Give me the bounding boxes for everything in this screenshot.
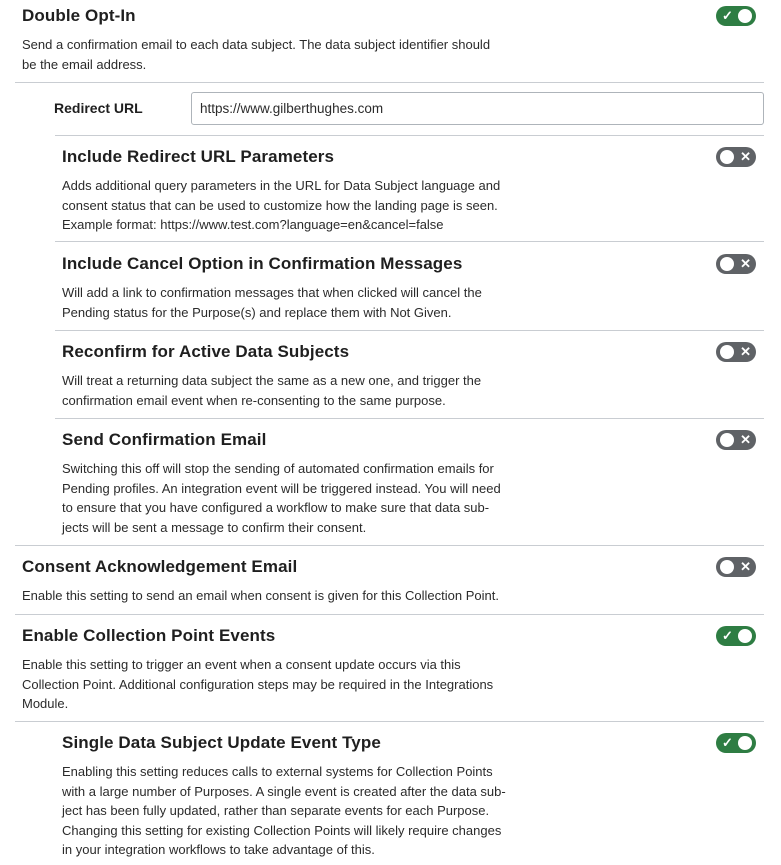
send-confirmation-description (62, 459, 537, 537)
description-line: Enabling this setting reduces calls to external systems for Collection Points (62, 764, 493, 779)
description-line: confirmation email event when re-consenting to the same purpose. (62, 392, 446, 408)
collection-events-toggle[interactable] (716, 626, 756, 646)
include-cancel-toggle[interactable] (716, 254, 756, 274)
description-line: Enable this setting to send an email when consent is given for this Collection Point. (22, 588, 499, 603)
description-line: to ensure that you have configured a workflow to make sure that data sub- (62, 500, 490, 515)
include-redirect-params-title: Include Redirect URL Parameters (62, 147, 335, 166)
description-line: Will add a link to confirmation messages that when clicked will cancel the (62, 285, 482, 300)
toggle-knob (720, 433, 734, 447)
divider (55, 330, 764, 331)
reconfirm-toggle[interactable] (716, 342, 756, 362)
description-line: Send a confirmation email to each data subject. The data subject identifier should (22, 37, 491, 52)
divider (15, 545, 764, 546)
toggle-knob (720, 345, 734, 359)
description-line: Pending profiles. An integration event will be triggered instead. You will need (62, 480, 501, 496)
toggle-knob (720, 150, 734, 164)
consent-ack-description (22, 586, 542, 606)
include-cancel-description (62, 283, 532, 322)
check-icon: ✓ (722, 735, 733, 750)
description-line: consent status that can be used to customize how the landing page is seen. (62, 197, 498, 213)
divider (15, 614, 764, 615)
description-line: Example format: https://www.test.com?language=en&cancel=false (62, 217, 444, 232)
toggle-knob (738, 736, 752, 750)
redirect-url-input[interactable] (191, 92, 764, 125)
description-line: Changing this setting for existing Collection Points will likely require changes (62, 822, 502, 838)
single-update-toggle[interactable] (716, 733, 756, 753)
description-line: with a large number of Purposes. A single event is created after the data sub- (62, 783, 506, 799)
redirect-url-label: Redirect URL (54, 100, 143, 116)
include-redirect-params-description (62, 176, 532, 235)
toggle-knob (738, 629, 752, 643)
double-opt-in-description (22, 35, 492, 74)
description-line: Enable this setting to trigger an event when a consent update occurs via this (22, 657, 461, 672)
double-opt-in-toggle[interactable] (716, 6, 756, 26)
description-line: Will treat a returning data subject the same as a new one, and trigger the (62, 373, 482, 388)
reconfirm-description (62, 371, 532, 410)
x-icon: ✕ (740, 559, 751, 574)
check-icon: ✓ (722, 8, 733, 23)
description-line: Pending status for the Purpose(s) and replace them with Not Given. (62, 304, 452, 320)
divider (15, 82, 764, 83)
consent-ack-title: Consent Acknowledgement Email (22, 557, 298, 576)
description-line: be the email address. (22, 56, 147, 72)
x-icon: ✕ (740, 432, 751, 447)
single-update-title: Single Data Subject Update Event Type (62, 733, 381, 752)
x-icon: ✕ (740, 256, 751, 271)
send-confirmation-toggle[interactable] (716, 430, 756, 450)
description-line: ject has been fully updated, rather than separate events for each Purpose. (62, 803, 490, 818)
divider (55, 418, 764, 419)
collection-events-description (22, 655, 492, 714)
toggle-knob (720, 257, 734, 271)
reconfirm-title: Reconfirm for Active Data Subjects (62, 342, 350, 361)
send-confirmation-title: Send Confirmation Email (62, 430, 267, 449)
toggle-knob (738, 9, 752, 23)
redirect-url-row (54, 92, 764, 126)
description-line: jects will be sent a message to confirm their consent. (62, 519, 367, 535)
toggle-knob (720, 560, 734, 574)
double-opt-in-title: Double Opt-In (22, 6, 136, 25)
description-line: in your integration workflows to take advantage of this. (62, 842, 375, 857)
x-icon: ✕ (740, 344, 751, 359)
description-line: Switching this off will stop the sending of automated confirmation emails for (62, 461, 494, 476)
include-redirect-params-toggle[interactable] (716, 147, 756, 167)
x-icon: ✕ (740, 149, 751, 164)
description-line: Adds additional query parameters in the URL for Data Subject language and (62, 178, 501, 193)
check-icon: ✓ (722, 628, 733, 643)
description-line: Collection Point. Additional configuration steps may be required in the Integrations (22, 676, 494, 692)
consent-ack-toggle[interactable] (716, 557, 756, 577)
description-line: Module. (22, 696, 69, 711)
divider (55, 241, 764, 242)
collection-events-title: Enable Collection Point Events (22, 626, 276, 645)
single-update-description (62, 762, 537, 860)
divider (55, 135, 764, 136)
include-cancel-title: Include Cancel Option in Confirmation Messages (62, 254, 463, 273)
divider (15, 721, 764, 722)
